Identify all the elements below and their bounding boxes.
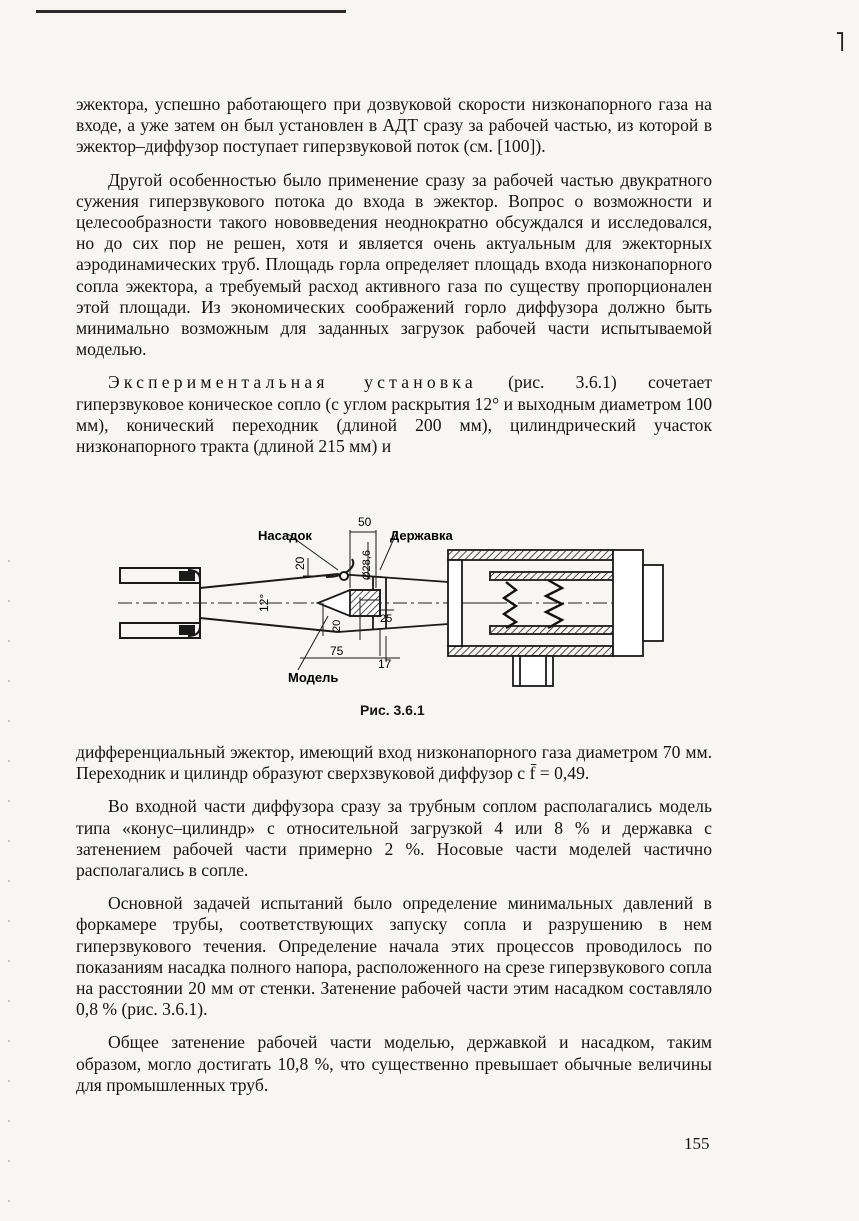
paragraph-ejector: дифференциальный эжектор, имеющий вход низконапорного газа диаметром 70 мм. Переходник и цилиндр образуют сверхзвуковой диффузор с f̄ = 0,49. xyxy=(76,742,712,784)
dim-12-deg: 12° xyxy=(257,593,271,612)
figure-3-6-1 xyxy=(118,510,678,695)
paragraph-task: Основной задачей испытаний было определение минимальных давлений в форкамере трубы, соответствующих запуску сопла и разрушению в нем гиперзвукового течения. Определение начала этих процессов проводилось по показаниям насадка полного напора, расположенного на срезе гиперзвукового сопла на расстоянии 20 мм от стенки. Затенение рабочей части этим насадком составляло 0,8 % (рис. 3.6.1). xyxy=(76,893,712,1020)
dim-28-6: Ø28,6 xyxy=(361,550,373,580)
dim-75: 75 xyxy=(330,644,344,658)
text-block-bottom xyxy=(76,742,712,1096)
dim-50: 50 xyxy=(358,515,372,529)
margin-scan-specks xyxy=(8,560,10,1220)
setup-lead: Экспериментальная установка xyxy=(108,372,477,393)
wind-tunnel-diagram xyxy=(118,510,678,695)
scan-artifact-line xyxy=(36,10,346,13)
paragraph-model: Во входной части диффузора сразу за трубным соплом располагались модель типа «конус–цилиндр» с относительной загрузкой 4 или 8 % и державка с затенением рабочей части примерно 2 %. Носовые части моделей частично располагались в сопле. xyxy=(76,796,712,881)
ejector-zigzag-nozzles xyxy=(504,580,562,628)
corner-scan-mark: ˥ xyxy=(835,28,845,57)
pitot-probe xyxy=(326,559,353,580)
label-model: Модель xyxy=(288,670,339,685)
label-nasadok: Насадок xyxy=(258,528,312,543)
dim-20-bottom: 20 xyxy=(331,619,343,632)
setup-rest: (рис. 3.6.1) сочетает гиперзвуковое коническое сопло (с углом раскрытия 12° и выходным диаметром 100 мм), конический переходник (длиной 200 мм), цилиндрический участок низконапорного тракта (длиной 215 мм) и xyxy=(76,372,712,457)
dim-17: 17 xyxy=(378,657,392,671)
paragraph-continued: эжектора, успешно работающего при дозвуковой скорости низконапорного газа на входе, а уже затем он был установлен в АДТ сразу за рабочей частью, из которой в эжектор–диффузор поступает гиперзвуковой поток (см. [100]). xyxy=(76,94,712,157)
page-number: 155 xyxy=(684,1134,710,1153)
paragraph-feature: Другой особенностью было применение сразу за рабочей частью двукратного сужения гиперзвукового потока до входа в эжектор. Вопрос о возможности и целесообразности такого нововведения неоднократно обсуждался и исследовался, но до сих пор не решен, хотя и является очень актуальным для эжекторных аэродинамических труб. Площадь горла определяет площадь входа низконапорного сопла эжектора, а требуемый расход активного газа по существу пропорционален этой площади. Из экономических соображений горло диффузора должно быть минимально возможным для заданных загрузок рабочей части испытываемой моделью. xyxy=(76,169,712,360)
dim-25: 25 xyxy=(380,613,393,625)
paragraph-setup xyxy=(76,372,712,457)
figure-caption: Рис. 3.6.1 xyxy=(360,702,425,718)
label-derzhavka: Державка xyxy=(390,528,453,543)
model-cone-cylinder xyxy=(318,590,380,616)
dim-20-top: 20 xyxy=(293,556,307,570)
text-block-top xyxy=(76,94,712,457)
paragraph-blockage: Общее затенение рабочей части моделью, державкой и насадком, таким образом, могло достигать 10,8 %, что существенно превышает обычные величины для промышленных труб. xyxy=(76,1032,712,1095)
